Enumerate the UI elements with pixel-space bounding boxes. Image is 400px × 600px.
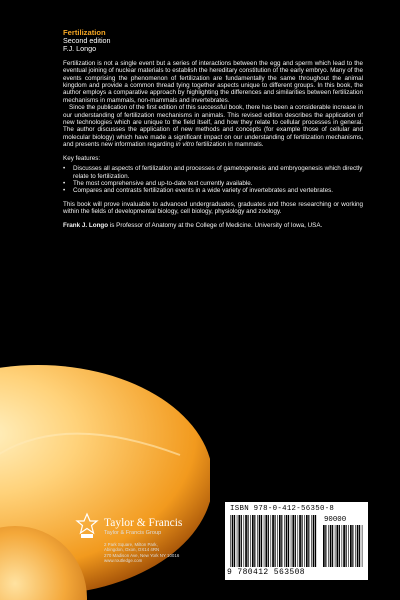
author-bio-text: is Professor of Anatomy at the College of Medicine. University of Iowa, USA. [108,221,323,229]
key-feature-text: The most comprehensive and up-to-date text currently available. [73,179,253,187]
key-feature-item [63,165,363,180]
address-line: 270 Madison Ave, New York NY 10016 [104,552,180,558]
publisher-address [104,542,235,564]
address-line: Abingdon, Oxon, OX14 4RN [104,547,160,553]
addon-barcode-icon [323,525,363,567]
key-feature-item [63,187,363,194]
isbn-barcode [225,502,368,580]
audience-paragraph: This book will prove invaluable to advanced undergraduates, graduates and those researching or working within the fields of developmental biology, cell biology, physiology and zoology. [63,200,363,216]
blurb-paragraph-1: Fertilization is not a single event but a series of interactions between the egg and sperm which lead to the eventual joining of nuclear materials to establish the hereditary constitution of the early embryo. Many of the events comprising the phenomenon of fertilization are fundamentally the same throughout the animal kingdom and provide a common thread tying together aspects unique to different groups. In this book, the author employs a comparative approach by highlighting the differences and similarities between fertilization mechanisms in mammals, non-mammals and invertebrates. [63,59,363,104]
blurb-paragraph-2 [63,104,363,148]
key-feature-item [63,180,363,187]
bullet-icon: • [63,187,66,195]
blurb-paragraph-2-text: Since the publication of the first edition of this successful book, there has been a considerable increase in our understanding of fertilization mechanisms in animals. This revised edition describes the application of new technologies which are unique to the field itself, and how they relate to cellular processes in general. The author discusses the application of new methods and concepts (for example those of cellular and molecular biology) which have made a significant impact on our understanding of fertilization mechanisms, and presents new information regarding [63,104,363,149]
publisher-block [75,512,235,564]
book-author: F.J. Longo [63,44,97,54]
address-line: 2 Park Square, Milton Park, [104,542,158,547]
blurb-paragraph-2-end: fertilization in mammals. [194,141,264,149]
author-bio-name: Frank J. Longo [63,221,109,229]
publisher-website: www.routledge.com [104,558,143,564]
barcode-digits: 9 780412 563508 [227,568,306,577]
key-feature-text: Compares and contrasts fertilization events in a wide variety of invertebrates and vertebrates. [73,187,334,195]
isbn-text: ISBN 978-0-412-56350-8 [230,505,335,513]
key-features-list [63,165,363,195]
publisher-group: Taylor & Francis Group [104,529,162,536]
publisher-name: Taylor & Francis [104,516,183,529]
book-edition: Second edition [63,36,111,45]
key-features-heading: Key features: [63,154,101,162]
book-title: Fertilization [63,28,106,37]
blurb-paragraph-2-italic: in vitro [175,141,195,149]
main-barcode-icon [230,515,318,567]
author-bio [63,222,363,229]
back-cover-text [63,28,363,229]
bullet-icon: • [63,165,66,173]
key-feature-text: Discusses all aspects of fertilization and processes of gametogenesis and embryogenesis which directly relate to fertilization. [73,165,363,180]
bullet-icon: • [63,179,66,187]
price-code: 90000 [324,516,347,524]
taylor-francis-logo-icon [75,512,99,540]
